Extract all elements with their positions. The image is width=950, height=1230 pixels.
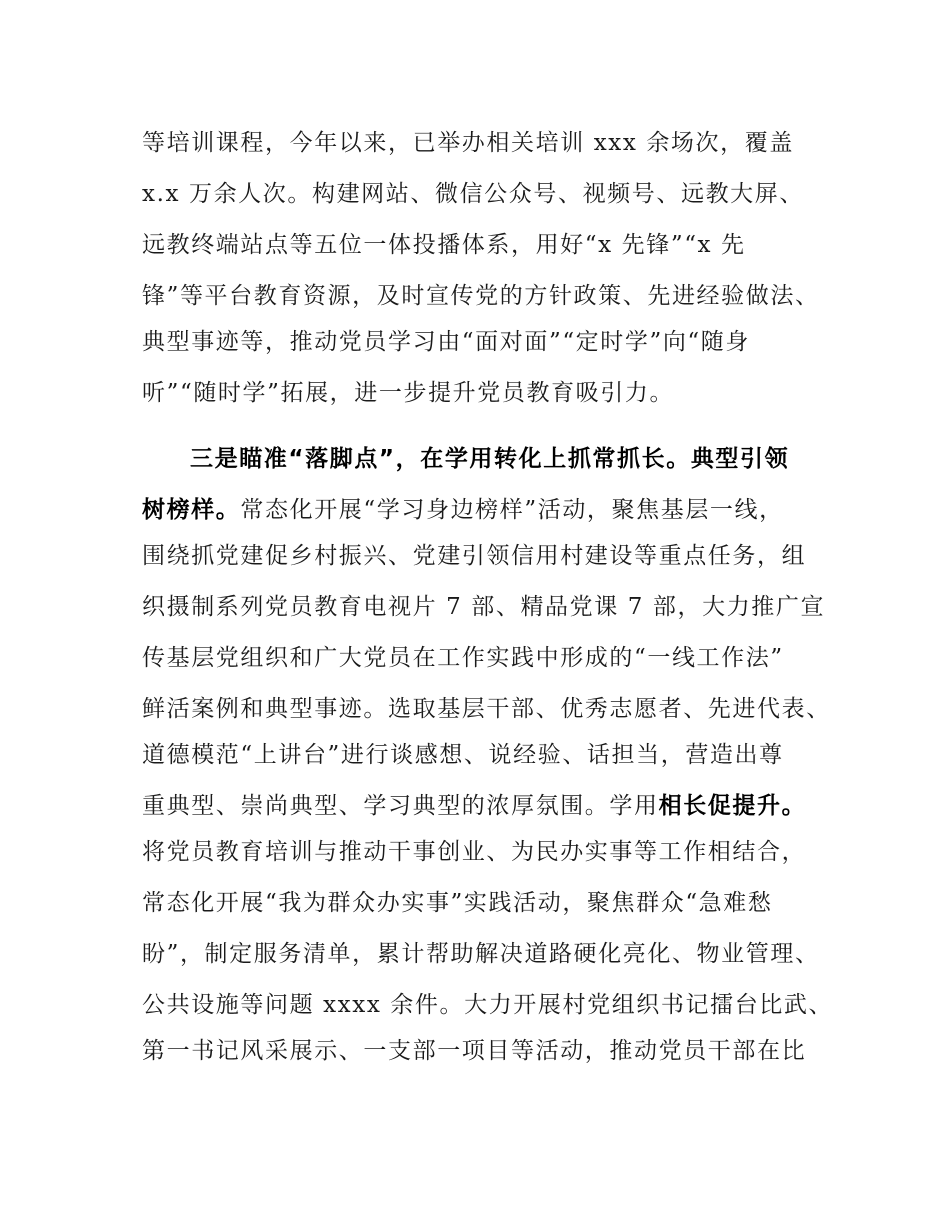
text-inline: 重典型、崇尚典型、学习典型的浓厚氛围。学用	[142, 793, 659, 819]
text-line: 锋”等平台教育资源，及时宣传党的方针政策、先进经验做法、	[142, 283, 820, 309]
text-line: x.x 万余人次。构建网站、微信公众号、视频号、远教大屏、	[142, 181, 804, 207]
text-line: 典型事迹等，推动党员学习由“面对面”“定时学”向“随身	[142, 329, 750, 355]
text-line: 鲜活案例和典型事迹。选取基层干部、优秀志愿者、先进代表、	[142, 696, 831, 722]
text-line: 常态化开展“我为群众办实事”实践活动，聚焦群众“急难愁	[142, 890, 773, 916]
section-heading-line: 三是瞄准“落脚点”，在学用转化上抓常抓长。典型引领	[190, 446, 790, 472]
text-line	[142, 790, 806, 822]
text-line	[142, 494, 784, 526]
subheading-inline: 树榜样。	[142, 497, 241, 523]
subheading-inline: 相长促提升。	[658, 793, 807, 819]
text-inline: 常态化开展“学习身边榜样”活动，聚焦基层一线，	[240, 497, 784, 523]
text-line: 盼”，制定服务清单，累计帮助解决道路硬化亮化、物业管理、	[142, 941, 820, 967]
text-line: 听”“随时学”拓展，进一步提升党员教育吸引力。	[142, 380, 675, 406]
text-line: 将党员教育培训与推动干事创业、为民办实事等工作相结合，	[142, 839, 807, 865]
text-line: 公共设施等问题 xxxx 余件。大力开展村党组织书记擂台比武、	[142, 992, 834, 1018]
text-line: 围绕抓党建促乡村振兴、党建引领信用村建设等重点任务，组	[142, 543, 807, 569]
text-line: 远教终端站点等五位一体投播体系，用好“x 先锋”“x 先	[142, 232, 746, 258]
text-line: 第一书记风采展示、一支部一项目等活动，推动党员干部在比	[142, 1038, 807, 1064]
text-line: 等培训课程，今年以来，已举办相关培训 xxx 余场次，覆盖	[142, 130, 794, 156]
text-line: 织摄制系列党员教育电视片 7 部、精品党课 7 部，大力推广宣	[142, 594, 826, 620]
text-line: 道德模范“上讲台”进行谈感想、说经验、话担当，营造出尊	[142, 742, 784, 768]
text-line: 传基层党组织和广大党员在工作实践中形成的“一线工作法”	[142, 645, 784, 671]
